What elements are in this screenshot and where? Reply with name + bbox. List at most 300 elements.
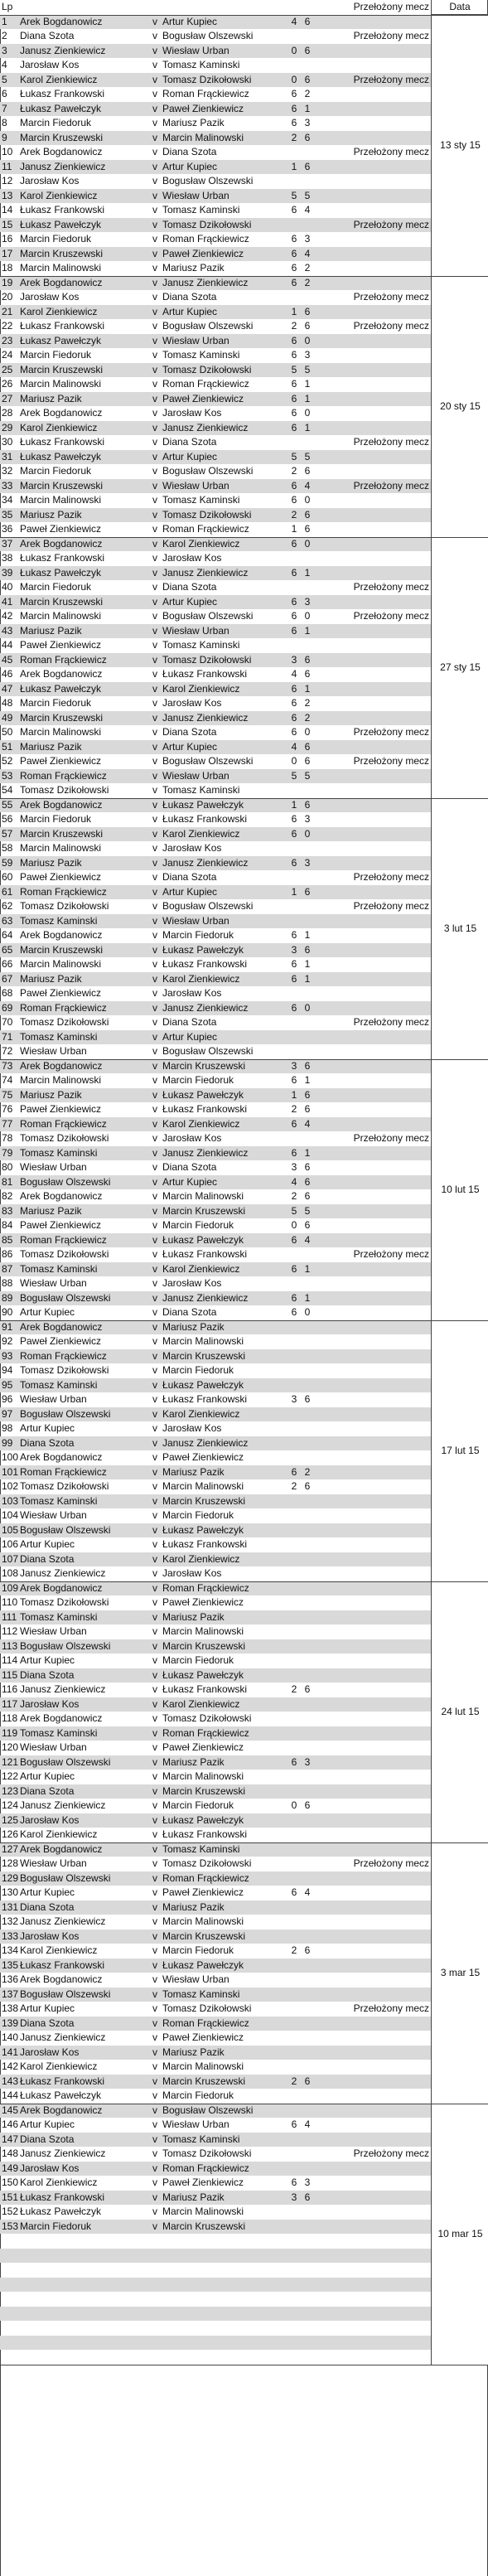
- score-away: 2: [304, 711, 311, 724]
- versus-label: v: [152, 2075, 157, 2087]
- versus-label: v: [152, 1393, 157, 1405]
- row-number: 129: [2, 1871, 18, 1884]
- player-away: Łukasz Frankowski: [162, 668, 248, 680]
- score-away: 3: [304, 1755, 311, 1768]
- score-home: 5: [291, 769, 297, 782]
- score-away: 6: [304, 508, 311, 521]
- row-number: 74: [2, 1074, 13, 1086]
- versus-label: v: [152, 1306, 157, 1318]
- table-row: [0, 1741, 431, 1755]
- player-home: Jarosław Kos: [20, 175, 80, 186]
- score-home: 5: [291, 450, 297, 462]
- player-home: Paweł Zienkiewicz: [20, 871, 102, 883]
- versus-label: v: [152, 610, 157, 622]
- postponed-note: Przełożony mecz: [353, 726, 429, 738]
- score-away: 5: [304, 363, 311, 375]
- score-away: 1: [304, 958, 311, 970]
- row-number: 117: [2, 1697, 18, 1710]
- empty-row: [0, 2263, 431, 2278]
- versus-label: v: [152, 1683, 157, 1695]
- row-number: 149: [2, 2162, 18, 2174]
- table-row: [0, 2031, 431, 2046]
- score-away: 6: [304, 1393, 311, 1405]
- versus-label: v: [152, 508, 157, 521]
- table-row: [0, 435, 431, 450]
- player-home: Diana Szota: [20, 1668, 75, 1681]
- score-home: 6: [291, 1074, 297, 1086]
- versus-label: v: [152, 987, 157, 999]
- score-away: 6: [304, 44, 311, 56]
- row-number: 98: [2, 1422, 13, 1434]
- table-row: [0, 2089, 431, 2104]
- table-row: [0, 58, 431, 73]
- versus-label: v: [152, 1799, 157, 1811]
- player-away: Diana Szota: [162, 726, 217, 738]
- versus-label: v: [152, 334, 157, 346]
- versus-label: v: [152, 914, 157, 927]
- versus-label: v: [152, 233, 157, 245]
- round-date: 24 lut 15: [431, 1581, 488, 1842]
- player-away: Jarosław Kos: [162, 552, 222, 564]
- row-number: 143: [2, 2075, 18, 2087]
- table-row: [0, 1363, 431, 1378]
- row-number: 20: [2, 291, 13, 303]
- player-home: Bogusław Olszewski: [20, 1988, 111, 2000]
- versus-label: v: [152, 624, 157, 637]
- score-home: 1: [291, 523, 297, 535]
- table-row: [0, 1726, 431, 1741]
- versus-label: v: [152, 1625, 157, 1637]
- versus-label: v: [152, 421, 157, 433]
- player-away: Janusz Zienkiewicz: [162, 856, 249, 869]
- row-number: 46: [2, 668, 13, 680]
- table-row: [0, 1073, 431, 1088]
- row-number: 21: [2, 305, 13, 317]
- header-postponed: Przełożony mecz: [353, 1, 429, 12]
- row-number: 100: [2, 1451, 18, 1463]
- table-row: [0, 812, 431, 827]
- player-away: Bogusław Olszewski: [162, 2104, 254, 2116]
- row-number: 13: [2, 189, 13, 201]
- player-away: Janusz Zienkiewicz: [162, 421, 249, 433]
- player-away: Artur Kupiec: [162, 885, 218, 898]
- player-away: Bogusław Olszewski: [162, 175, 254, 186]
- row-number: 38: [2, 552, 13, 564]
- player-away: Tomasz Kaminski: [162, 494, 240, 506]
- player-home: Marcin Kruszewski: [20, 827, 104, 840]
- table-row: [0, 957, 431, 972]
- score-away: 1: [304, 1074, 311, 1086]
- player-home: Jarosław Kos: [20, 2046, 80, 2058]
- player-away: Janusz Zienkiewicz: [162, 1001, 249, 1014]
- player-home: Janusz Zienkiewicz: [20, 1567, 106, 1579]
- versus-label: v: [152, 668, 157, 680]
- versus-label: v: [152, 247, 157, 259]
- player-home: Arek Bogdanowicz: [20, 929, 103, 941]
- player-away: Diana Szota: [162, 436, 217, 448]
- row-number: 127: [2, 1842, 18, 1855]
- score-home: 4: [291, 15, 297, 27]
- row-number: 36: [2, 523, 13, 535]
- table-row: [0, 29, 431, 44]
- player-away: Paweł Zienkiewicz: [162, 1741, 244, 1753]
- score-home: 6: [291, 88, 297, 99]
- versus-label: v: [152, 1509, 157, 1521]
- table-row: [0, 1204, 431, 1219]
- player-away: Roman Frąckiewicz: [162, 1581, 249, 1594]
- player-away: Artur Kupiec: [162, 305, 218, 317]
- player-away: Marcin Malinowski: [162, 2206, 244, 2217]
- versus-label: v: [152, 59, 157, 70]
- versus-label: v: [152, 1654, 157, 1666]
- player-away: Janusz Zienkiewicz: [162, 276, 249, 288]
- versus-label: v: [152, 1161, 157, 1173]
- player-away: Karol Zienkiewicz: [162, 1697, 240, 1710]
- score-home: 3: [291, 1161, 297, 1173]
- table-row: [0, 189, 431, 204]
- table-row: [0, 290, 431, 305]
- score-away: 2: [304, 88, 311, 99]
- player-home: Roman Frąckiewicz: [20, 885, 107, 898]
- row-number: 62: [2, 900, 13, 912]
- row-number: 140: [2, 2031, 18, 2043]
- table-row: [0, 1117, 431, 1132]
- score-home: 0: [291, 755, 297, 767]
- postponed-note: Przełożony mecz: [353, 1132, 429, 1144]
- player-away: Jarosław Kos: [162, 407, 222, 419]
- player-away: Tomasz Dzikołowski: [162, 218, 252, 230]
- player-home: Paweł Zienkiewicz: [20, 987, 102, 999]
- versus-label: v: [152, 682, 157, 695]
- player-home: Łukasz Pawełczyk: [20, 450, 102, 462]
- score-home: 6: [291, 697, 297, 709]
- table-row: [0, 1334, 431, 1349]
- player-away: Wiesław Urban: [162, 769, 230, 782]
- row-number: 150: [2, 2177, 18, 2188]
- row-number: 65: [2, 943, 13, 956]
- player-home: Tomasz Kaminski: [20, 1610, 98, 1623]
- versus-label: v: [152, 2177, 157, 2188]
- row-number: 116: [2, 1683, 18, 1695]
- table-row: [0, 827, 431, 842]
- player-home: Mariusz Pazik: [20, 624, 82, 637]
- row-number: 148: [2, 2147, 18, 2159]
- score-home: 6: [291, 247, 297, 259]
- versus-label: v: [152, 639, 157, 651]
- player-home: Karol Zienkiewicz: [20, 421, 98, 433]
- versus-label: v: [152, 44, 157, 56]
- score-home: 2: [291, 1480, 297, 1492]
- row-number: 34: [2, 494, 13, 506]
- row-number: 6: [2, 88, 7, 99]
- table-row: [0, 638, 431, 653]
- player-away: Roman Frąckiewicz: [162, 523, 249, 535]
- player-home: Tomasz Kaminski: [20, 914, 98, 927]
- table-row: [0, 1784, 431, 1799]
- player-away: Janusz Zienkiewicz: [162, 566, 249, 579]
- postponed-note: Przełożony mecz: [353, 320, 429, 332]
- player-home: Marcin Fiedoruk: [20, 2220, 92, 2232]
- table-row: [0, 1233, 431, 1248]
- empty-row: [0, 2350, 431, 2365]
- table-row: [0, 2191, 431, 2206]
- row-number: 110: [2, 1596, 18, 1608]
- table-row: [0, 1378, 431, 1393]
- versus-label: v: [152, 1001, 157, 1014]
- player-away: Roman Frąckiewicz: [162, 378, 249, 390]
- row-number: 57: [2, 827, 13, 840]
- table-row: [0, 73, 431, 88]
- score-away: 4: [304, 204, 311, 215]
- versus-label: v: [152, 2147, 157, 2159]
- score-away: 6: [304, 305, 311, 317]
- row-number: 29: [2, 421, 13, 433]
- table-row: [0, 406, 431, 421]
- table-row: [0, 653, 431, 668]
- player-home: Jarosław Kos: [20, 59, 80, 70]
- versus-label: v: [152, 885, 157, 898]
- table-row: [0, 87, 431, 102]
- table-row: [0, 1581, 431, 1596]
- row-number: 47: [2, 682, 13, 695]
- player-away: Marcin Kruszewski: [162, 1639, 246, 1652]
- player-home: Marcin Malinowski: [20, 610, 102, 622]
- versus-label: v: [152, 160, 157, 172]
- score-away: 1: [304, 566, 311, 579]
- versus-label: v: [152, 1277, 157, 1289]
- table-row: [0, 1436, 431, 1451]
- versus-label: v: [152, 291, 157, 303]
- player-home: Artur Kupiec: [20, 1886, 75, 1898]
- score-home: 4: [291, 740, 297, 753]
- score-away: 6: [304, 1103, 311, 1115]
- round-separator: [0, 15, 488, 16]
- player-away: Marcin Malinowski: [162, 2060, 244, 2072]
- player-home: Artur Kupiec: [20, 1770, 75, 1782]
- versus-label: v: [152, 1610, 157, 1623]
- score-home: 6: [291, 1291, 297, 1304]
- row-number: 131: [2, 1901, 18, 1913]
- table-row: [0, 1349, 431, 1364]
- table-row: [0, 2075, 431, 2089]
- player-home: Roman Frąckiewicz: [20, 1001, 107, 1014]
- score-away: 6: [304, 1219, 311, 1231]
- versus-label: v: [152, 2133, 157, 2145]
- versus-label: v: [152, 1726, 157, 1739]
- score-home: 6: [291, 537, 297, 550]
- score-away: 6: [304, 2075, 311, 2087]
- row-number: 43: [2, 624, 13, 637]
- player-home: Mariusz Pazik: [20, 508, 82, 521]
- player-away: Artur Kupiec: [162, 450, 218, 462]
- score-home: 6: [291, 349, 297, 361]
- score-away: 1: [304, 1146, 311, 1159]
- score-away: 6: [304, 798, 311, 811]
- player-home: Wiesław Urban: [20, 1741, 87, 1753]
- versus-label: v: [152, 1451, 157, 1463]
- table-row: [0, 218, 431, 233]
- player-away: Karol Zienkiewicz: [162, 1552, 240, 1565]
- player-home: Arek Bogdanowicz: [20, 146, 103, 157]
- empty-row: [0, 2292, 431, 2307]
- table-row: [0, 1871, 431, 1886]
- score-home: 6: [291, 682, 297, 695]
- score-home: 6: [291, 494, 297, 506]
- row-number: 48: [2, 697, 13, 709]
- player-away: Tomasz Dzikołowski: [162, 508, 252, 521]
- score-away: 0: [304, 494, 311, 506]
- score-away: 6: [304, 1799, 311, 1811]
- player-away: Łukasz Frankowski: [162, 1393, 248, 1405]
- player-away: Roman Frąckiewicz: [162, 88, 249, 99]
- score-away: 4: [304, 2118, 311, 2130]
- player-home: Diana Szota: [20, 2133, 75, 2145]
- row-number: 80: [2, 1161, 13, 1173]
- row-number: 123: [2, 1784, 18, 1797]
- table-row: [0, 986, 431, 1001]
- row-number: 83: [2, 1204, 13, 1217]
- versus-label: v: [152, 769, 157, 782]
- score-away: 0: [304, 726, 311, 738]
- table-row: [0, 1421, 431, 1436]
- score-away: 6: [304, 160, 311, 172]
- table-row: [0, 102, 431, 117]
- player-away: Tomasz Dzikołowski: [162, 653, 252, 666]
- player-home: Marcin Malinowski: [20, 1074, 102, 1086]
- versus-label: v: [152, 1842, 157, 1855]
- versus-label: v: [152, 450, 157, 462]
- player-away: Tomasz Dzikołowski: [162, 73, 252, 85]
- player-away: Roman Frąckiewicz: [162, 2017, 249, 2029]
- player-away: Marcin Malinowski: [162, 1480, 244, 1492]
- row-number: 35: [2, 508, 13, 521]
- row-number: 94: [2, 1364, 13, 1376]
- row-number: 134: [2, 1944, 18, 1956]
- versus-label: v: [152, 2046, 157, 2058]
- player-away: Łukasz Pawełczyk: [162, 1813, 244, 1826]
- score-home: 6: [291, 479, 297, 491]
- row-number: 108: [2, 1567, 18, 1579]
- table-row: [0, 2205, 431, 2220]
- row-number: 14: [2, 204, 13, 215]
- player-home: Marcin Fiedoruk: [20, 117, 92, 128]
- versus-label: v: [152, 798, 157, 811]
- versus-label: v: [152, 842, 157, 854]
- score-home: 4: [291, 1175, 297, 1188]
- score-home: 2: [291, 1103, 297, 1115]
- player-away: Wiesław Urban: [162, 44, 230, 56]
- versus-label: v: [152, 552, 157, 564]
- score-away: 6: [304, 73, 311, 85]
- player-home: Diana Szota: [20, 30, 75, 41]
- player-away: Paweł Zienkiewicz: [162, 2031, 244, 2043]
- versus-label: v: [152, 1871, 157, 1884]
- table-row: [0, 1291, 431, 1306]
- player-away: Diana Szota: [162, 581, 217, 593]
- row-number: 8: [2, 117, 7, 128]
- table-row: [0, 1901, 431, 1915]
- empty-row: [0, 2321, 431, 2336]
- player-home: Arek Bogdanowicz: [20, 1451, 103, 1463]
- player-home: Jarosław Kos: [20, 2162, 80, 2174]
- versus-label: v: [152, 1480, 157, 1492]
- empty-row: [0, 2307, 431, 2322]
- score-home: 4: [291, 668, 297, 680]
- player-away: Marcin Malinowski: [162, 1335, 244, 1347]
- table-row: [0, 870, 431, 885]
- versus-label: v: [152, 88, 157, 99]
- player-home: Karol Zienkiewicz: [20, 73, 98, 85]
- versus-label: v: [152, 30, 157, 41]
- player-home: Marcin Kruszewski: [20, 131, 104, 143]
- player-home: Marcin Kruszewski: [20, 943, 104, 956]
- player-away: Janusz Zienkiewicz: [162, 1436, 249, 1449]
- versus-label: v: [152, 2031, 157, 2043]
- table-row: [0, 1828, 431, 1842]
- postponed-note: Przełożony mecz: [353, 1016, 429, 1028]
- versus-label: v: [152, 1915, 157, 1927]
- player-away: Tomasz Kaminski: [162, 784, 240, 796]
- player-home: Arek Bogdanowicz: [20, 1973, 103, 1985]
- score-home: 6: [291, 1886, 297, 1898]
- player-away: Marcin Kruszewski: [162, 1059, 246, 1072]
- player-away: Jarosław Kos: [162, 987, 222, 999]
- player-away: Marcin Kruszewski: [162, 1349, 246, 1362]
- player-away: Łukasz Pawełczyk: [162, 1523, 244, 1536]
- round-separator: [0, 1320, 488, 1321]
- table-row: [0, 2133, 431, 2147]
- player-away: Łukasz Frankowski: [162, 1828, 248, 1840]
- player-away: Łukasz Frankowski: [162, 1683, 248, 1695]
- row-number: 128: [2, 1857, 18, 1869]
- player-home: Paweł Zienkiewicz: [20, 755, 102, 767]
- versus-label: v: [152, 2104, 157, 2116]
- row-number: 113: [2, 1639, 18, 1652]
- versus-label: v: [152, 407, 157, 419]
- versus-label: v: [152, 1016, 157, 1028]
- score-home: 6: [291, 711, 297, 724]
- versus-label: v: [152, 1668, 157, 1681]
- score-away: 2: [304, 276, 311, 288]
- score-away: 2: [304, 262, 311, 274]
- row-number: 66: [2, 958, 13, 970]
- versus-label: v: [152, 1959, 157, 1971]
- table-row: [0, 1595, 431, 1610]
- player-away: Tomasz Kaminski: [162, 59, 240, 70]
- versus-label: v: [152, 1755, 157, 1768]
- score-away: 6: [304, 1088, 311, 1101]
- header-date: Data: [431, 0, 488, 15]
- row-number: 19: [2, 276, 13, 288]
- postponed-note: Przełożony mecz: [353, 2002, 429, 2014]
- row-number: 114: [2, 1654, 18, 1666]
- player-home: Marcin Malinowski: [20, 262, 102, 274]
- row-number: 82: [2, 1190, 13, 1202]
- header-lp: Lp: [2, 1, 13, 12]
- row-number: 147: [2, 2133, 18, 2145]
- row-number: 103: [2, 1494, 18, 1507]
- player-away: Bogusław Olszewski: [162, 465, 254, 477]
- table-row: [0, 725, 431, 740]
- player-away: Tomasz Dzikołowski: [162, 2147, 252, 2159]
- player-away: Karol Zienkiewicz: [162, 682, 240, 695]
- row-number: 4: [2, 59, 7, 70]
- player-away: Marcin Fiedoruk: [162, 1654, 234, 1666]
- row-number: 54: [2, 784, 13, 796]
- player-home: Marcin Kruszewski: [20, 711, 104, 724]
- table-row: [0, 566, 431, 581]
- score-home: 5: [291, 189, 297, 201]
